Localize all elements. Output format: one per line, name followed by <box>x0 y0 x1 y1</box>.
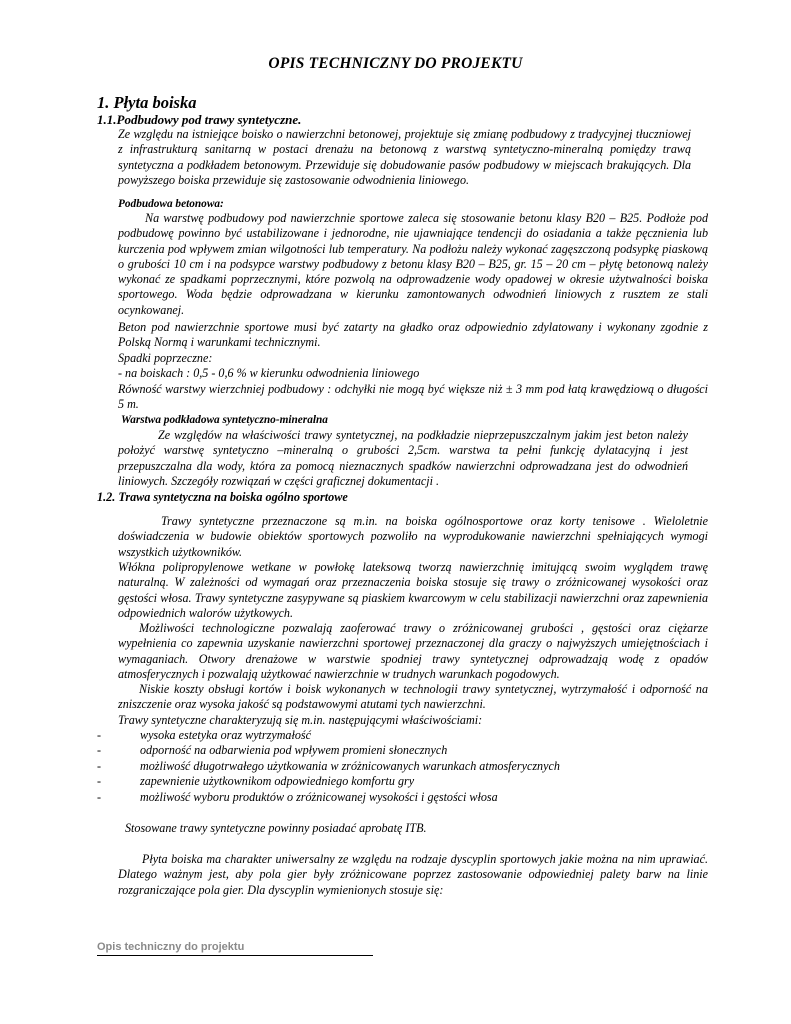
list-item <box>97 743 697 759</box>
page-footer: Opis techniczny do projektu <box>97 941 373 956</box>
section-1-2-heading: 1.2. Trawa syntetyczna na boiska ogólno sportowe <box>97 490 348 504</box>
evenness-text: Równość warstwy wierzchniej podbudowy : odchyłki nie mogą być większe niż ± 3 mm pod łatą krawędziową o długości 5 m. <box>118 382 708 412</box>
grass-paragraph-2 <box>118 560 708 621</box>
slopes-block <box>118 351 708 382</box>
list-item-text: odporność na odbarwienia pod wpływem promieni słonecznych <box>140 743 448 757</box>
concrete-paragraph <box>118 211 708 318</box>
grass-text-1: Trawy syntetyczne przeznaczone są m.in. na boiska ogólnosportowe oraz korty tenisowe . Wieloletnie doświadczenia w budowie obiektów sportowych pozwoliło na wyprodukowanie nawierzchni spełniających wymogi wszystkich użytkowników. <box>118 514 708 559</box>
list-item <box>97 759 697 775</box>
document-title: OPIS TECHNICZNY DO PROJEKTU <box>268 55 523 72</box>
features-intro: Trawy syntetyczne charakteryzują się m.in. następującymi właściwościami: <box>118 713 483 727</box>
intro-text: Ze względu na istniejące boisko o nawierzchni betonowej, projektuje się zmianę podbudowy z tradycyjnej tłuczniowej z infrastrukturą sanitarną w postaci drenażu na betonową z warstwą syntetyczno-mineralną pomiędzy trawą syntetyczna a podkładem betonowym. Przewiduje się dobudowanie pasów podbudowy w miejscach brakujących. Dla powyższego boiska przewiduje się zastosowanie odwodnienia liniowego. <box>118 127 691 187</box>
concrete-text-2: Beton pod nawierzchnie sportowe musi być zatarty na gładko oraz odpowiednio zdylatowany i wykonany zgodnie z Polską Normą i warunkami technicznymi. <box>118 320 708 350</box>
concrete-heading: Podbudowa betonowa: <box>118 198 224 210</box>
evenness-paragraph <box>118 382 708 413</box>
slopes-value: - na boiskach : 0,5 - 0,6 % w kierunku odwodnienia liniowego <box>118 366 420 381</box>
list-item-text: możliwość długotrwałego użytkowania w zróżnicowanych warunkach atmosferycznych <box>140 759 560 773</box>
approval-line: Stosowane trawy syntetyczne powinny posiadać aprobatę ITB. <box>125 821 427 835</box>
list-item-text: możliwość wyboru produktów o zróżnicowanej wysokości i gęstości włosa <box>140 790 498 804</box>
concrete-text: Na warstwę podbudowy pod nawierzchnie sportowe zaleca się stosowanie betonu klasy B20 – B25. Podłoże pod podbudowę powinno być ustabilizowane i jednorodne, nie ujawniające tendencji do osiadania a także pęcznienia lub kurczenia pod wpływem zmian wilgotności lub temperatury. Na podłożu należy wykonać zagęszczoną podsypkę piaskową o grubości 10 cm i na podsypce warstwy podbudowy z betonu klasy B20 – B25, gr. 15 – 20 cm – płytę betonową należy wykonać ze spadkami poprzecznymi, które pozwolą na odprowadzenie wody opadowej w okresie użytwalności boiska sportowego. Woda będzie odprowadzana w kierunku zamontowanych odwodnień liniowych z rusztem ze stali ocynkowanej. <box>118 211 708 317</box>
bullet-dash: - <box>97 790 102 804</box>
layer-heading: Warstwa podkładowa syntetyczno-mineralna <box>121 414 328 426</box>
list-item <box>97 774 697 790</box>
list-item-text: wysoka estetyka oraz wytrzymałość <box>140 728 311 742</box>
concrete-paragraph-2 <box>118 320 708 351</box>
bullet-dash: - <box>97 774 102 788</box>
section-1-heading: 1. Płyta boiska <box>97 93 197 112</box>
universal-paragraph <box>118 852 708 898</box>
grass-paragraph-4 <box>118 682 708 713</box>
grass-text-3: Możliwości technologiczne pozwalają zaoferować trawy o zróżnicowanej grubości , gęstości oraz ciężarze wypełnienia co zapewnia uzyskanie nawierzchni sportowej przeznaczonej dla graczy o najwyższych umiejętnościach i wymaganiach. Otwory drenażowe w warstwie spodniej trawy syntetycznej odprowadzają wodę z opadów atmosferycznych i pozwalają użytkować nawierzchnie w trudnych warunkach pogodowych. <box>118 621 708 681</box>
bullet-dash: - <box>97 743 102 757</box>
grass-paragraph-1 <box>118 514 708 560</box>
layer-paragraph <box>118 428 688 489</box>
layer-text: Ze względów na właściwości trawy syntetycznej, na podkładzie nieprzepuszczalnym jakim jest beton należy położyć warstwę syntetyczno –mineralną o grubości 2,5cm. warstwa ta pełni funkcję dylatacyjną i jest przepuszczalna dla wody, która za pomocą nieznacznych spadków nawierzchni odprowadzana jest do odwodnień liniowych. Szczegóły rozwiązań w części graficznej dokumentacji . <box>118 428 688 488</box>
list-item <box>97 790 697 806</box>
section-1-1-heading: 1.1.Podbudowy pod trawy syntetyczne. <box>97 112 302 127</box>
bullet-dash: - <box>97 759 102 773</box>
bullet-dash: - <box>97 728 102 742</box>
intro-paragraph <box>118 127 691 188</box>
grass-paragraph-3 <box>118 621 708 682</box>
grass-text-2: Włókna polipropylenowe wetkane w powłokę lateksową tworzą nawierzchnię imitującą swoim wyglądem trawę naturalną. W zależności od wymagań oraz przeznaczenia boiska stosuje się trawy o zróżnicowanej wysokości oraz gęstości włosa. Trawy syntetyczne zasypywane są piaskiem kwarcowym w celu stabilizacji nawierzchni oraz zapewnienia odpowiednich walorów użytkowych. <box>118 560 708 620</box>
universal-text: Płyta boiska ma charakter uniwersalny ze względu na rodzaje dyscyplin sportowych jakie można na nim uprawiać. Dlatego ważnym jest, aby pola gier były zróżnicowane poprzez zastosowanie odpowiedniej palety barw na linie rozgraniczające pola gier. Dla dyscyplin wymienionych stosuje się: <box>118 852 708 897</box>
slopes-label: Spadki poprzeczne: <box>118 351 213 365</box>
grass-text-4: Niskie koszty obsługi kortów i boisk wykonanych w technologii trawy syntetycznej, wytrzymałość i odporność na zniszczenie oraz wysoka jakość są podstawowymi atutami tych nawierzchni. <box>118 682 708 712</box>
list-item-text: zapewnienie użytkownikom odpowiedniego komfortu gry <box>140 774 415 788</box>
list-item <box>97 728 697 744</box>
